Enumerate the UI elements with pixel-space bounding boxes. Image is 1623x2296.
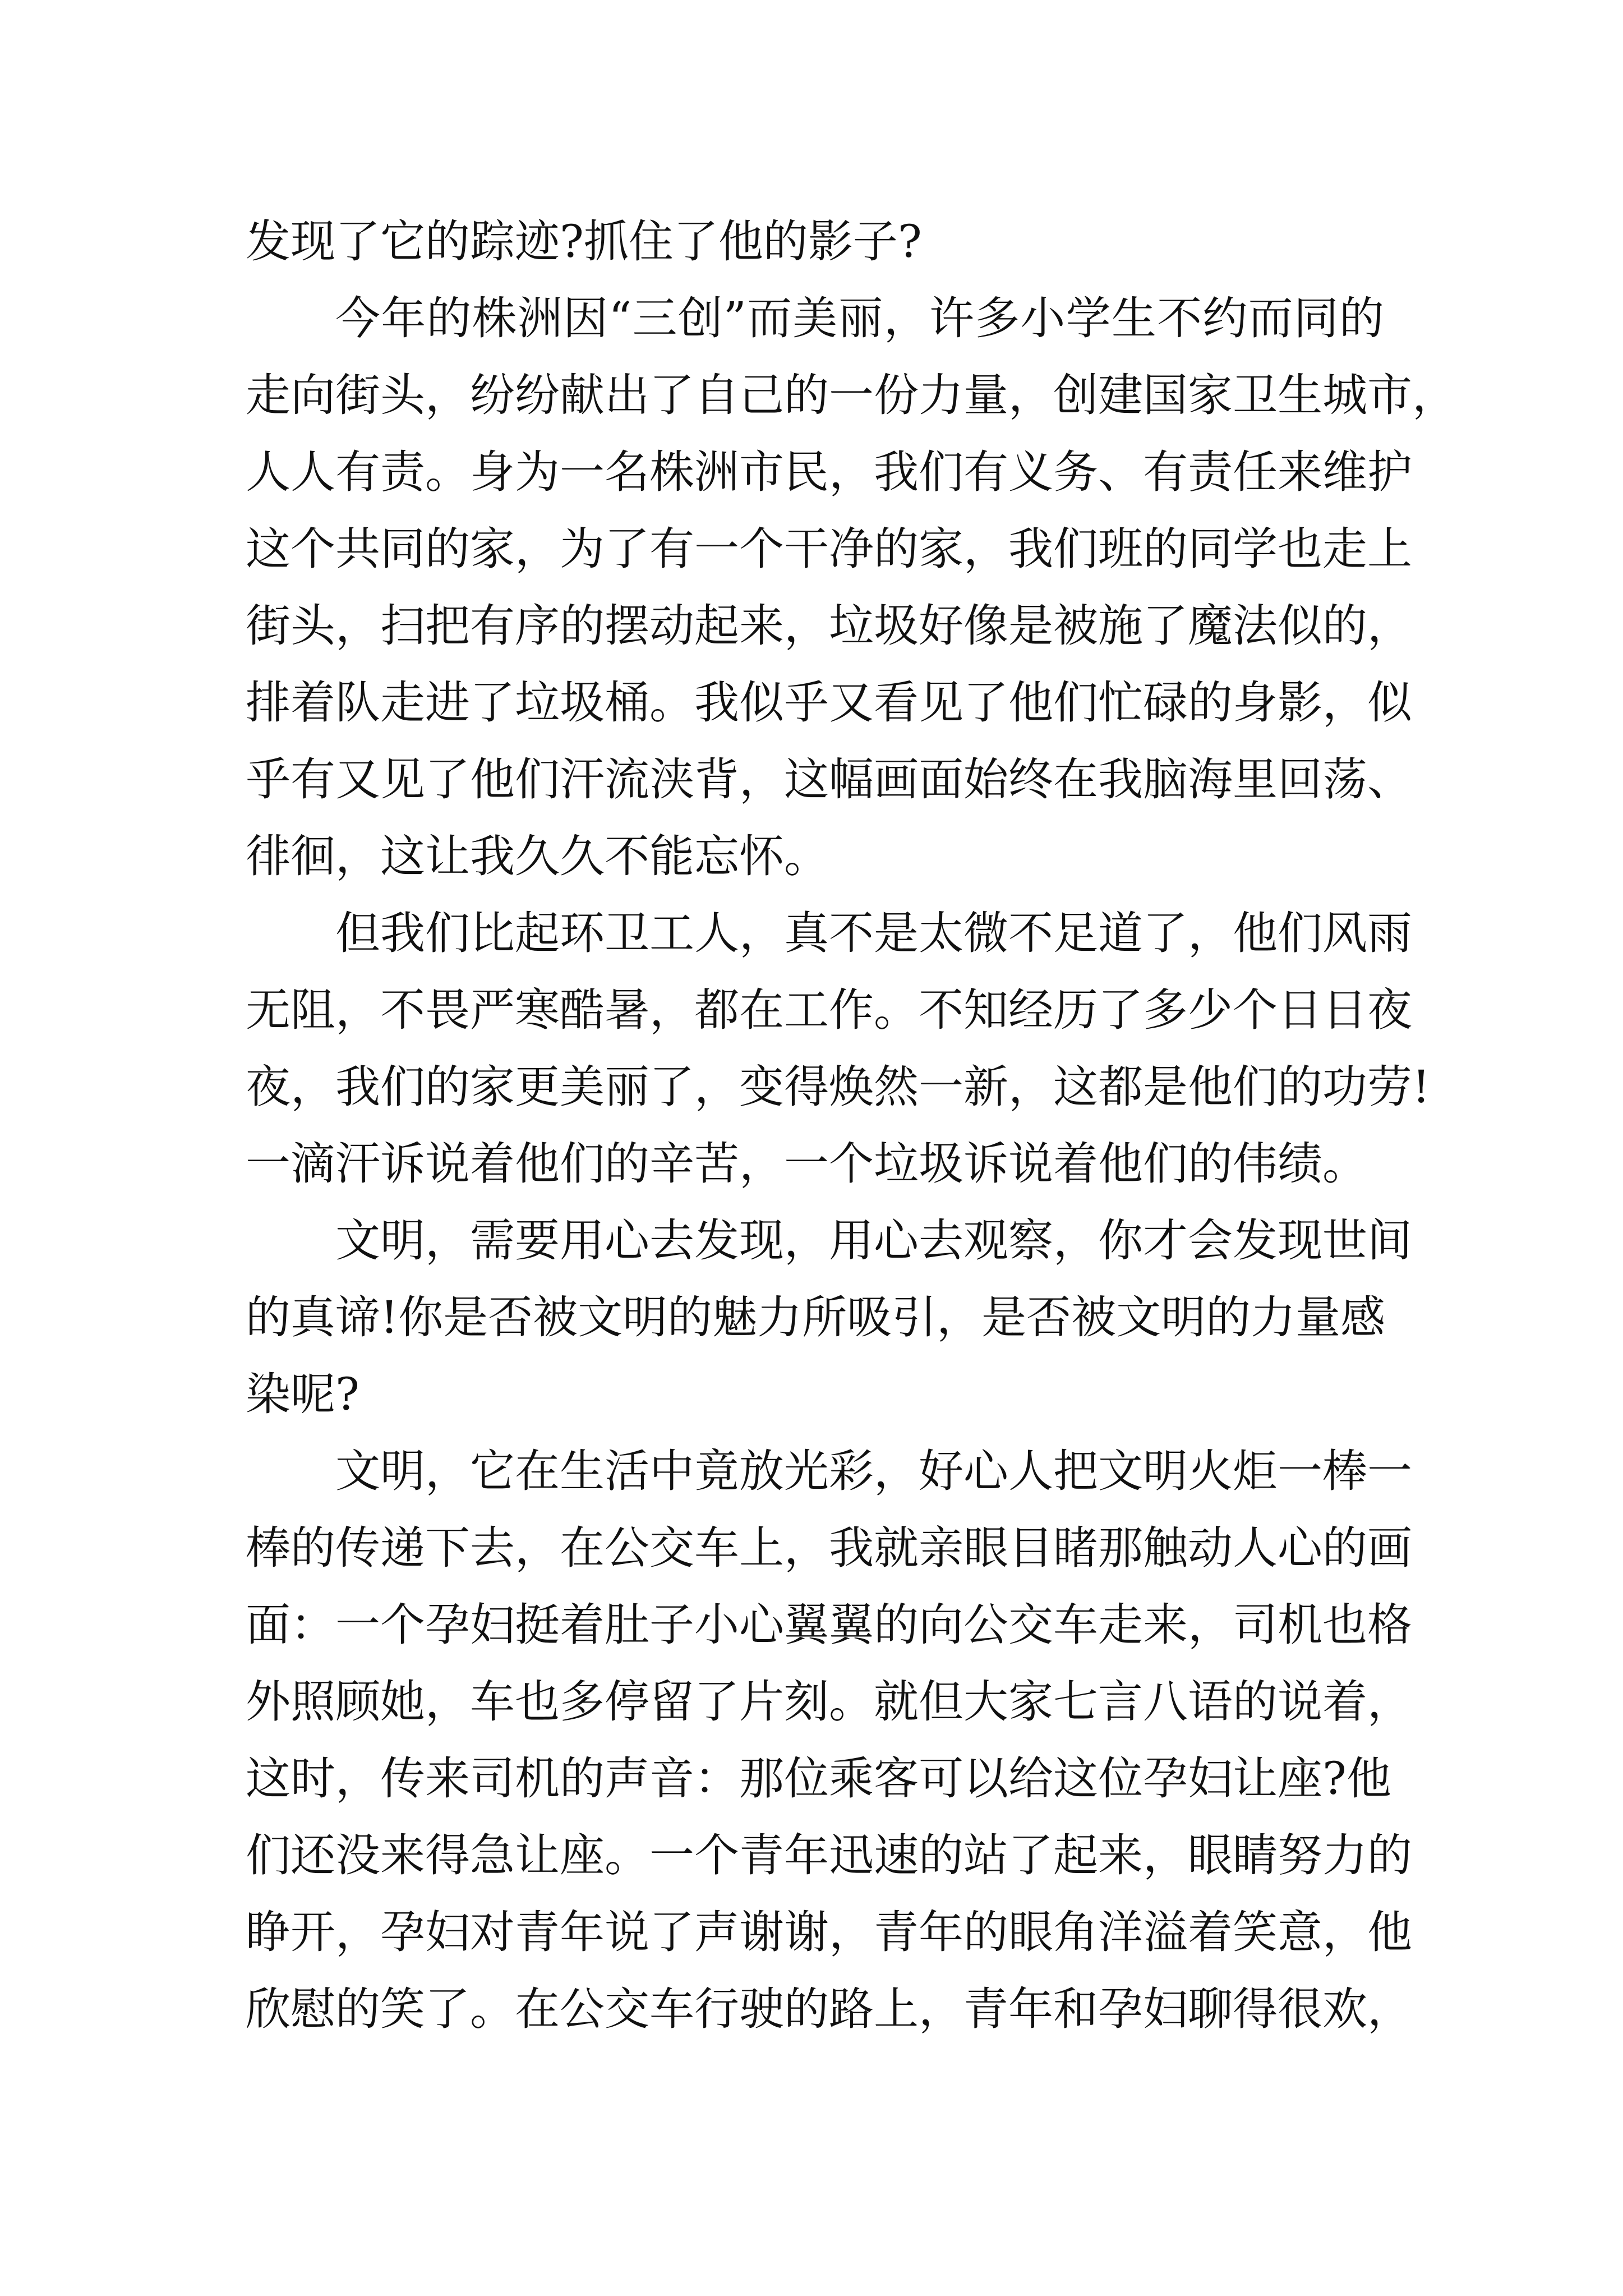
text-line: 无阻，不畏严寒酷暑，都在工作。不知经历了多少个日日夜 [246, 984, 1412, 1036]
text-line: 人人有责。身为一名株洲市民，我们有义务、有责任来维护 [246, 446, 1412, 498]
text-line: 的真谛!你是否被文明的魅力所吸引，是否被文明的力量感 [246, 1291, 1386, 1343]
paragraph-start-line: 但我们比起环卫工人，真不是太微不足道了，他们风雨 [335, 907, 1412, 959]
text-line: 外照顾她，车也多停留了片刻。就但大家七言八语的说着， [246, 1676, 1412, 1728]
text-line: 走向街头，纷纷献出了自己的一份力量，创建国家卫生城市， [246, 369, 1457, 421]
paragraph-start-line: 文明，需要用心去发现，用心去观察，你才会发现世间 [335, 1214, 1412, 1267]
text-line: 们还没来得急让座。一个青年迅速的站了起来，眼睛努力的 [246, 1829, 1412, 1881]
paragraph-end-line: 徘徊，这让我久久不能忘怀。 [246, 830, 829, 882]
text-line: 这个共同的家，为了有一个干净的家，我们班的同学也走上 [246, 523, 1412, 575]
text-line: 街头，扫把有序的摆动起来，垃圾好像是被施了魔法似的， [246, 600, 1412, 652]
paragraph-end-line: 一滴汗诉说着他们的辛苦，一个垃圾诉说着他们的伟绩。 [246, 1138, 1367, 1190]
paragraph-start-line: 今年的株洲因“三创”而美丽，许多小学生不约而同的 [335, 292, 1384, 344]
text-line: 排着队走进了垃圾桶。我似乎又看见了他们忙碌的身影，似 [246, 677, 1412, 729]
paragraph-start-line: 文明，它在生活中竟放光彩，好心人把文明火炬一棒一 [335, 1445, 1412, 1497]
text-line: 睁开，孕妇对青年说了声谢谢，青年的眼角洋溢着笑意，他 [246, 1906, 1412, 1958]
text-line: 棒的传递下去，在公交车上，我就亲眼目睹那触动人心的画 [246, 1522, 1412, 1574]
text-line: 这时，传来司机的声音：那位乘客可以给这位孕妇让座?他 [246, 1752, 1391, 1805]
text-line: 面：一个孕妇挺着肚子小心翼翼的向公交车走来，司机也格 [246, 1599, 1412, 1651]
text-line: 发现了它的踪迹?抓住了他的影子? [246, 215, 922, 268]
essay-body [246, 203, 1457, 2047]
paragraph-end-line: 染呢? [246, 1368, 359, 1420]
text-line: 乎有又见了他们汗流浃背，这幅画面始终在我脑海里回荡、 [246, 753, 1412, 806]
text-line: 夜，我们的家更美丽了，变得焕然一新，这都是他们的功劳! [246, 1061, 1431, 1113]
text-line: 欣慰的笑了。在公交车行驶的路上，青年和孕妇聊得很欢， [246, 1983, 1412, 2035]
